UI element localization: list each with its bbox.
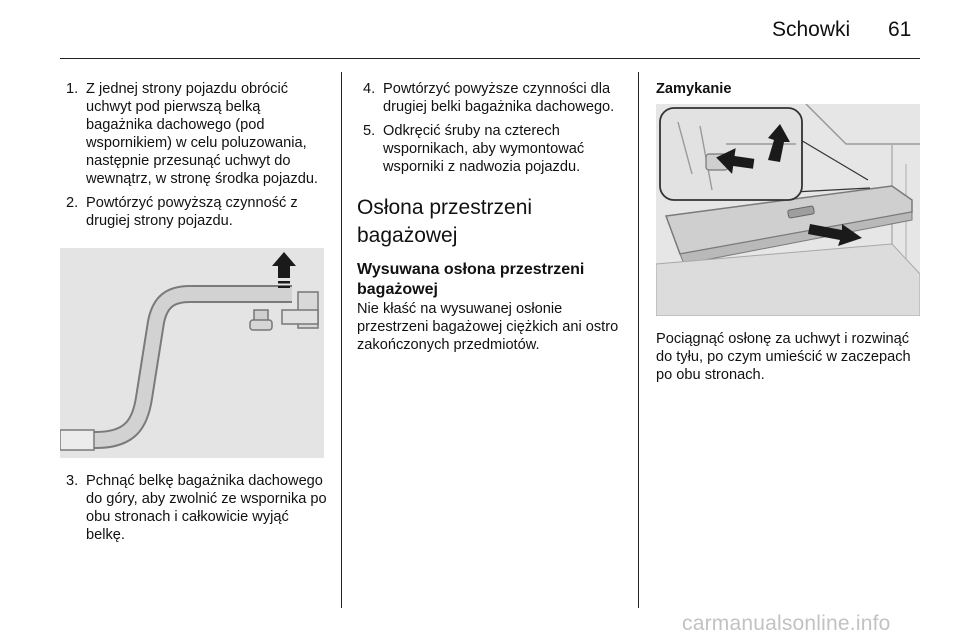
steps-list-2 [357, 80, 623, 176]
bar-end-cap [60, 430, 94, 450]
arrow-up-icon [272, 252, 296, 288]
step-text: Pchnąć belkę bagażnika dachowego do góry, aby zwolnić ze wspornika po obu stronach i całkowicie wyjąć belkę. [86, 473, 327, 543]
luggage-cover-drawing [656, 104, 920, 316]
column-1 [60, 80, 328, 236]
step-item: 5. Odkręcić śruby na czterech wspornikach, aby wymontować wsporniki z nadwozia pojazdu. [363, 123, 585, 175]
step-item: 3. Pchnąć belkę bagażnika dachowego do góry, aby zwolnić ze wspornika po obu stronach i całkowicie wyjąć belkę. [66, 473, 327, 543]
header-title: Schowki [772, 18, 851, 41]
closing-paragraph: Pociągnąć osłonę za uchwyt i rozwinąć do tyłu, po czym umieścić w zaczepach po obu stronach. [656, 331, 911, 383]
step-item: 2. Powtórzyć powyższą czynność z drugiej strony pojazdu. [66, 195, 298, 229]
steps-list-1b [60, 472, 328, 544]
closing-heading: Zamykanie [656, 81, 732, 97]
column-divider-1 [341, 72, 342, 608]
column-3-continued [656, 330, 924, 384]
step-text: Powtórzyć powyższe czynności dla drugiej belki bagażnika dachowego. [383, 81, 615, 115]
step-item: 4. Powtórzyć powyższe czynności dla drugiej belki bagażnika dachowego. [363, 81, 615, 115]
page-number: 61 [888, 18, 912, 41]
roof-rack-bar-illustration [60, 248, 324, 458]
step-item: 1. Z jednej strony pojazdu obrócić uchwyt pod pierwszą belką bagażnika dachowego (pod wspornikiem) w celu poluzowania, następnie przesunąć uchwyt do wewnątrz, w stronę środka pojazdu. [66, 81, 318, 187]
step-text: Odkręcić śruby na czterech wspornikach, aby wymontować wsporniki z nadwozia pojazdu. [383, 123, 585, 175]
watermark: carmanualsonline.info [682, 612, 891, 635]
steps-list-1 [60, 80, 328, 230]
step-text: Powtórzyć powyższą czynność z drugiej strony pojazdu. [86, 195, 298, 229]
column-divider-2 [638, 72, 639, 608]
cover-warning-paragraph: Nie kłaść na wysuwanej osłonie przestrzeni bagażowej ciężkich ani ostro zakończonych przedmiotów. [357, 301, 619, 353]
column-2 [357, 80, 623, 354]
step-text: Z jednej strony pojazdu obrócić uchwyt pod pierwszą belką bagażnika dachowego (pod wspornikiem) w celu poluzowania, następnie przesunąć uchwyt do wewnątrz, w stronę środka pojazdu. [86, 81, 318, 187]
subsection-heading: Wysuwana osłona przestrzeni bagażowej [357, 261, 585, 298]
bolt-head [250, 320, 272, 330]
luggage-cover-illustration [656, 104, 920, 316]
bracket-base [282, 310, 318, 324]
column-1-continued [60, 472, 328, 550]
roof-rack-bar-drawing [60, 248, 324, 458]
header-rule [60, 58, 920, 59]
section-heading: Osłona przestrzeni bagażowej [357, 196, 533, 247]
